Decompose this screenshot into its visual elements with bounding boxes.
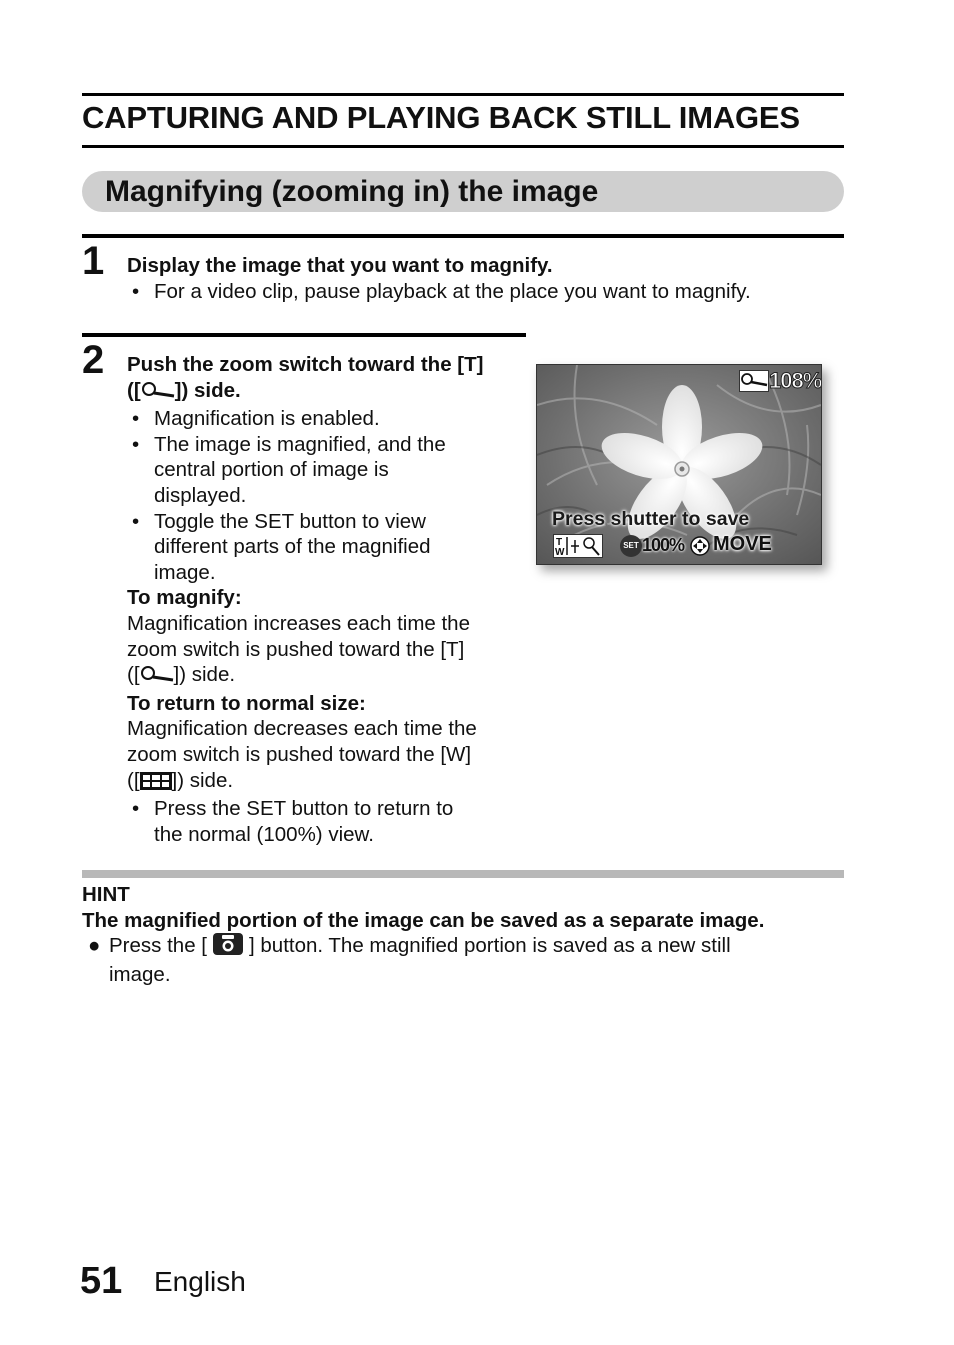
magnify-line-last: ([ ]) side. [127,662,527,691]
normal-line-last: ([ ]) side. [127,768,527,797]
step1-rule [82,234,844,238]
step2-rule [82,333,526,337]
hint-heading: The magnified portion of the image can be saved as a separate image. [82,908,765,932]
chapter-bottom-rule [82,145,844,148]
step1-heading: Display the image that you want to magnify. [127,254,553,277]
step2-heading-line2: ([ ]) side. [127,378,527,407]
dpad-icon [690,536,710,556]
camera-shutter-icon [213,933,243,962]
hint-label: HINT [82,883,130,906]
svg-text:W: W [555,547,565,557]
tw-magnifier-icon [553,534,603,558]
move-label: MOVE [713,533,772,555]
footer-language: English [154,1266,246,1297]
list-item: • The image is magnified, and the central portion of image is displayed. [132,432,446,507]
magnify-line: Magnification increases each time the [127,611,470,635]
hint-bar [82,870,844,878]
zoom-tele-icon [140,665,174,691]
zoom-readout: 108% [769,368,822,393]
normal-line: Magnification decreases each time the [127,717,477,741]
hint-section [82,882,852,987]
svg-text:T: T [556,537,563,548]
list-item: ● Press the [ ] button. The magnified portion is saved as a new still image. [88,934,731,986]
step1-body [127,253,827,304]
return-normal-label: To return to normal size: [127,691,366,715]
save-prompt: Press shutter to save [552,508,750,530]
page-number: 51 [80,1260,123,1302]
normal-line: zoom switch is pushed toward the [W] [127,742,472,766]
to-magnify-label: To magnify: [127,586,242,610]
list-item: • Toggle the SET button to view different parts of the magnified image. [132,509,431,584]
list-item: • Press the SET button to return to the normal (100%) view. [132,797,454,846]
list-item: • For a video clip, pause playback at the place you want to magnify. [132,279,751,303]
set-badge-icon: SET [620,535,642,557]
step2-body [127,352,527,847]
step2-heading-line1: Push the zoom switch toward the [T] [127,353,484,376]
zoom-wide-icon [140,771,172,797]
chapter-title: CAPTURING AND PLAYING BACK STILL IMAGES [82,100,800,135]
zoom-tele-icon [141,381,175,407]
step2-number: 2 [82,338,105,382]
chapter-top-rule [82,93,844,96]
list-item: • Magnification is enabled. [132,407,380,431]
zoom-tele-icon [739,370,769,392]
set-readout: 100% [642,535,685,555]
camera-screen-preview [536,364,822,565]
section-title: Magnifying (zooming in) the image [105,175,599,208]
step1-number: 1 [82,239,105,283]
magnify-line: zoom switch is pushed toward the [T] [127,637,465,661]
